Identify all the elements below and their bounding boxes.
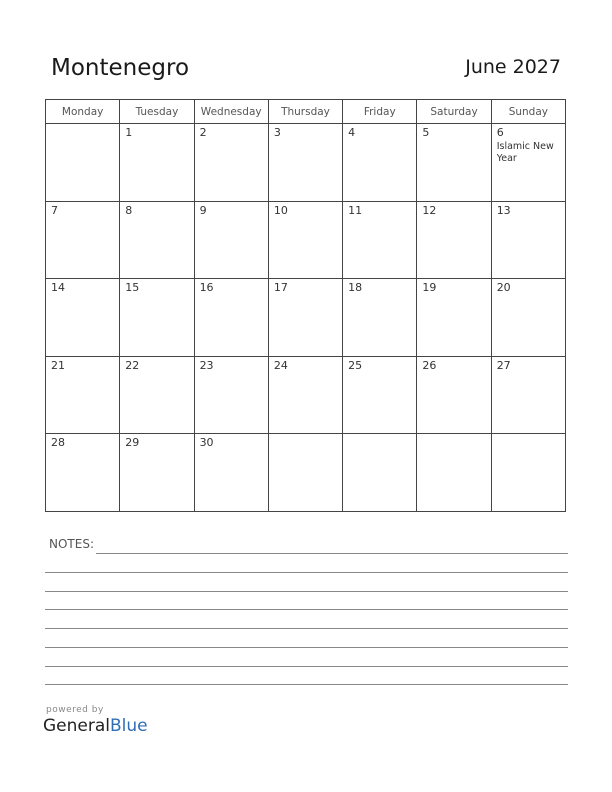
day-number: 12 — [422, 203, 437, 217]
note-line — [45, 647, 568, 648]
day-number — [46, 124, 119, 126]
day-number: 4 — [348, 126, 356, 139]
day-number: 5 — [422, 126, 430, 139]
day-cell — [46, 279, 120, 357]
day-number: 1 — [125, 126, 133, 139]
day-number: 11 — [348, 203, 363, 217]
day-cell — [491, 356, 565, 434]
month-year-title: June 2027 — [465, 56, 561, 78]
day-cell — [343, 434, 417, 512]
day-number: 21 — [51, 358, 65, 372]
note-line — [45, 591, 568, 592]
day-cell — [194, 201, 268, 279]
day-number: 23 — [199, 358, 214, 372]
day-number: 29 — [125, 436, 140, 450]
day-number: 13 — [496, 203, 511, 217]
day-number: 19 — [422, 281, 437, 295]
day-number: 7 — [51, 203, 58, 217]
day-cell — [417, 124, 491, 202]
note-line — [45, 572, 568, 573]
day-cell — [46, 124, 120, 202]
note-line — [45, 666, 568, 667]
day-number: 18 — [348, 281, 363, 295]
day-cell — [268, 279, 342, 357]
week-row — [46, 201, 566, 279]
day-cell — [417, 434, 491, 512]
day-cell — [120, 356, 194, 434]
day-cell — [46, 356, 120, 434]
day-cell — [417, 279, 491, 357]
day-number: 26 — [422, 358, 437, 372]
day-number: 8 — [125, 203, 133, 217]
holiday-event: Islamic New Year — [496, 141, 554, 164]
week-row — [46, 279, 566, 357]
weekday-header-row — [46, 100, 566, 124]
brand-blue-text: Blue — [110, 716, 148, 736]
day-number: 25 — [348, 358, 363, 372]
day-cell — [120, 434, 194, 512]
day-cell — [343, 124, 417, 202]
brand-general-text: General — [43, 716, 110, 736]
weekday-sunday: Sunday — [491, 100, 565, 124]
day-cell — [491, 124, 565, 202]
day-number: 3 — [273, 126, 281, 139]
day-cell — [46, 434, 120, 512]
day-cell — [120, 201, 194, 279]
day-cell — [343, 201, 417, 279]
day-number: 2 — [199, 126, 207, 139]
day-cell — [268, 124, 342, 202]
day-cell — [120, 279, 194, 357]
day-number: 22 — [125, 358, 140, 372]
day-cell — [268, 356, 342, 434]
day-cell — [194, 356, 268, 434]
day-cell — [120, 124, 194, 202]
note-line — [45, 609, 568, 610]
day-number: 24 — [273, 358, 288, 372]
day-number: 30 — [199, 436, 214, 450]
day-cell — [194, 434, 268, 512]
day-number — [417, 434, 490, 436]
day-cell — [343, 279, 417, 357]
weekday-wednesday: Wednesday — [194, 100, 268, 124]
day-cell — [491, 279, 565, 357]
day-cell — [491, 201, 565, 279]
day-cell — [194, 124, 268, 202]
day-cell — [268, 201, 342, 279]
day-number: 9 — [199, 203, 207, 217]
day-cell — [46, 201, 120, 279]
notes-label: NOTES: — [49, 537, 94, 551]
note-line — [96, 553, 568, 554]
day-number: 10 — [273, 203, 288, 217]
calendar-grid — [45, 99, 566, 512]
day-number — [492, 434, 565, 436]
day-number: 20 — [496, 281, 511, 295]
day-cell — [343, 356, 417, 434]
note-line — [45, 628, 568, 629]
weekday-monday: Monday — [46, 100, 120, 124]
weekday-thursday: Thursday — [268, 100, 342, 124]
day-number: 14 — [51, 281, 65, 295]
generalblue-logo — [43, 716, 148, 736]
day-number: 15 — [125, 281, 140, 295]
day-number: 16 — [199, 281, 214, 295]
day-cell — [417, 356, 491, 434]
weekday-friday: Friday — [343, 100, 417, 124]
day-number — [343, 434, 416, 436]
day-number: 17 — [273, 281, 288, 295]
day-number: 27 — [496, 358, 511, 372]
powered-by-text: powered by — [46, 705, 104, 715]
day-cell — [491, 434, 565, 512]
weekday-tuesday: Tuesday — [120, 100, 194, 124]
week-row — [46, 434, 566, 512]
week-row — [46, 124, 566, 202]
country-title: Montenegro — [51, 55, 190, 81]
note-line — [45, 684, 568, 685]
day-number: 28 — [51, 436, 65, 450]
day-number: 6 — [496, 126, 504, 139]
day-cell — [194, 279, 268, 357]
week-row — [46, 356, 566, 434]
day-cell — [417, 201, 491, 279]
day-number — [269, 434, 342, 436]
weekday-saturday: Saturday — [417, 100, 491, 124]
day-cell — [268, 434, 342, 512]
